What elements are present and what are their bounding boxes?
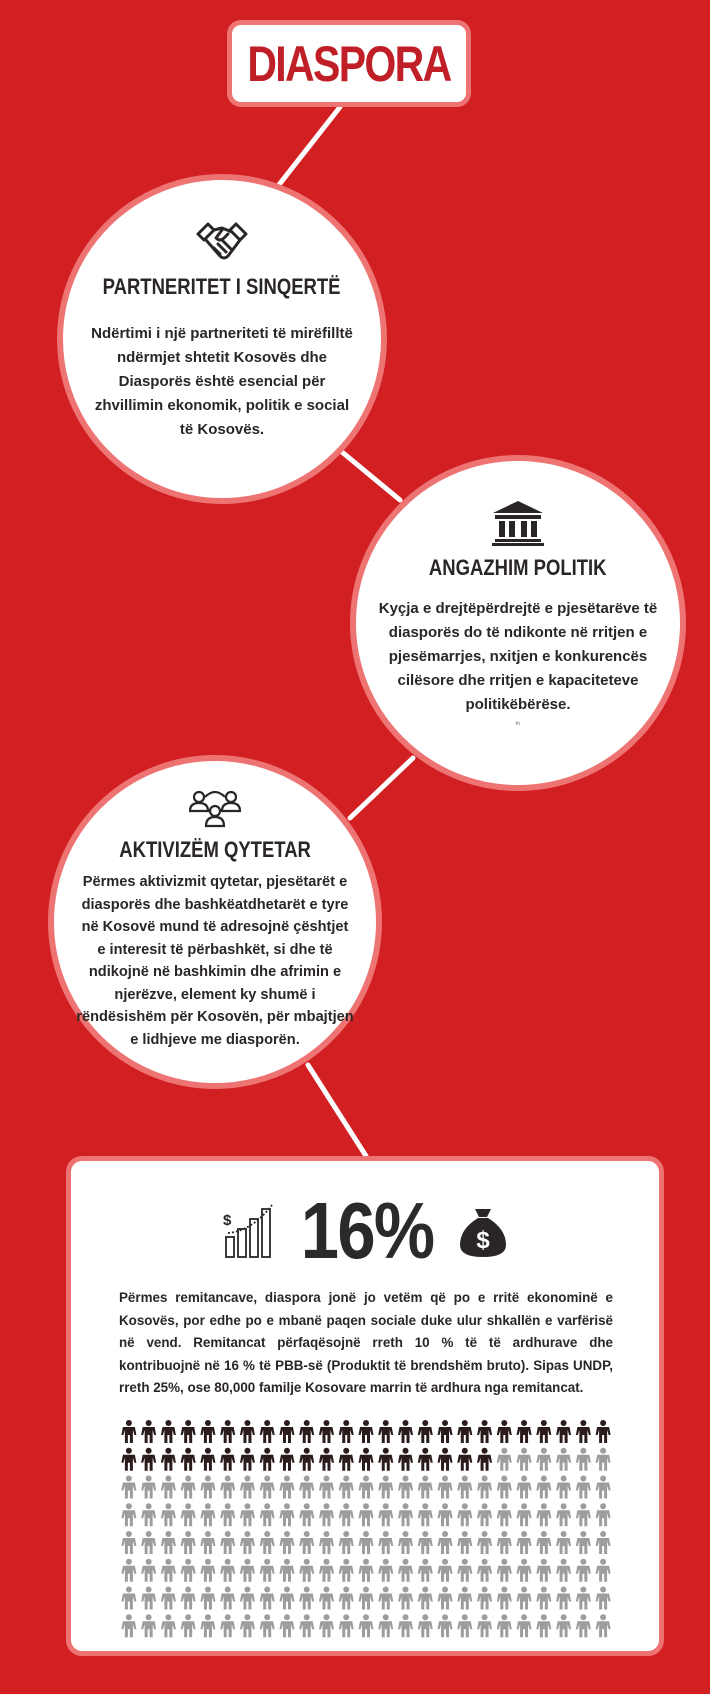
person-icon — [339, 1614, 354, 1637]
person-icon — [517, 1531, 532, 1554]
person-icon — [517, 1614, 532, 1637]
person-icon — [161, 1448, 176, 1471]
person-icon — [220, 1559, 235, 1582]
person-icon — [220, 1420, 235, 1443]
person-icon — [457, 1476, 472, 1499]
person-icon — [299, 1559, 314, 1582]
person-icon — [398, 1420, 413, 1443]
person-icon — [359, 1448, 374, 1471]
person-icon — [220, 1614, 235, 1637]
person-icon — [319, 1448, 334, 1471]
person-icon — [418, 1587, 433, 1610]
person-icon — [418, 1503, 433, 1526]
person-icon — [240, 1448, 255, 1471]
person-icon — [200, 1420, 215, 1443]
person-icon — [497, 1503, 512, 1526]
stat-row — [71, 1186, 659, 1275]
person-icon — [299, 1587, 314, 1610]
person-icon — [378, 1476, 393, 1499]
person-icon — [161, 1531, 176, 1554]
person-icon — [517, 1587, 532, 1610]
person-icon — [141, 1587, 156, 1610]
person-icon — [339, 1448, 354, 1471]
person-icon — [279, 1476, 294, 1499]
person-icon — [279, 1503, 294, 1526]
person-icon — [576, 1420, 591, 1443]
political-engagement-body: Kyçja e drejtëpërdrejtë e pjesëtarëve të diasporës do të ndikonte në rritjen e pjesëmarrjes, nxitjen e konkurencës cilësore dhe rritjen e kapaciteteve politikëbërëse. — [378, 600, 658, 713]
person-icon — [319, 1503, 334, 1526]
person-icon — [319, 1559, 334, 1582]
person-icon — [181, 1420, 196, 1443]
person-icon — [141, 1476, 156, 1499]
person-icon — [418, 1420, 433, 1443]
bar-chart-dollar-label: $ — [222, 1212, 232, 1229]
person-icon — [497, 1531, 512, 1554]
person-icon — [279, 1531, 294, 1554]
person-icon — [477, 1476, 492, 1499]
person-icon — [181, 1503, 196, 1526]
person-icon — [220, 1448, 235, 1471]
person-icon — [319, 1614, 334, 1637]
person-icon — [378, 1531, 393, 1554]
person-icon — [596, 1614, 611, 1637]
person-icon — [181, 1559, 196, 1582]
person-icon — [339, 1476, 354, 1499]
person-icon — [438, 1448, 453, 1471]
handshake-icon — [196, 220, 248, 266]
person-icon — [260, 1614, 275, 1637]
person-icon — [438, 1420, 453, 1443]
remittance-stat: 16% — [300, 1186, 434, 1275]
person-icon — [596, 1448, 611, 1471]
person-icon — [576, 1587, 591, 1610]
person-icon — [477, 1448, 492, 1471]
person-icon — [398, 1476, 413, 1499]
person-icon — [497, 1420, 512, 1443]
remittance-text: Përmes remitancave, diaspora jonë jo vetëm që po e rritë ekonominë e Kosovës, por edhe po e mbanë paqen sociale duke ulur shkallën e varfërisë në vend. Remitancat përfaqësojnë rreth 10 % të të ardhurave dhe kontribuojnë në 16 % të PBB-së (Produktit të brendshëm bruto). Sipas UNDP, rreth 25%, ose 80,000 familje Kosovare marrin të ardhura nga remitancat. — [119, 1290, 613, 1396]
person-icon — [299, 1420, 314, 1443]
person-icon — [260, 1476, 275, 1499]
political-engagement-circle — [350, 455, 686, 791]
person-icon — [220, 1503, 235, 1526]
person-icon — [457, 1559, 472, 1582]
people-network-icon — [189, 789, 241, 829]
person-icon — [359, 1587, 374, 1610]
person-icon — [240, 1420, 255, 1443]
person-icon — [121, 1559, 136, 1582]
person-icon — [576, 1614, 591, 1637]
person-icon — [477, 1420, 492, 1443]
person-icon — [398, 1559, 413, 1582]
civic-activism-body: Përmes aktivizmit qytetar, pjesëtarët e diasporës dhe bashkëatdhetarët e tyre në Kosovë mund të adresojnë çështjet e interesit të përbashkët, si dhe të ndikojnë në bashkimin dhe afrimin e njerëzve, element ky shumë i rëndësishëm për Kosovën, për mbajtjen e lidhjeve me diasporën. — [76, 874, 354, 1048]
person-icon — [438, 1476, 453, 1499]
person-icon — [596, 1531, 611, 1554]
person-icon — [141, 1531, 156, 1554]
person-icon — [299, 1448, 314, 1471]
person-icon — [220, 1476, 235, 1499]
person-icon — [260, 1559, 275, 1582]
person-icon — [359, 1476, 374, 1499]
person-icon — [556, 1559, 571, 1582]
person-icon — [576, 1531, 591, 1554]
person-icon — [536, 1531, 551, 1554]
person-icon — [279, 1448, 294, 1471]
person-icon — [517, 1420, 532, 1443]
person-icon — [576, 1476, 591, 1499]
person-icon — [319, 1587, 334, 1610]
person-icon — [240, 1587, 255, 1610]
person-icon — [398, 1531, 413, 1554]
person-icon — [497, 1448, 512, 1471]
person-icon — [141, 1448, 156, 1471]
person-icon — [260, 1420, 275, 1443]
person-icon — [438, 1614, 453, 1637]
person-icon — [181, 1531, 196, 1554]
person-icon — [556, 1503, 571, 1526]
person-icon — [279, 1559, 294, 1582]
person-icon — [497, 1614, 512, 1637]
person-icon — [260, 1587, 275, 1610]
person-icon — [181, 1587, 196, 1610]
person-icon — [517, 1559, 532, 1582]
person-icon — [457, 1614, 472, 1637]
person-icon — [418, 1531, 433, 1554]
person-icon — [596, 1476, 611, 1499]
person-icon — [121, 1448, 136, 1471]
person-icon — [181, 1448, 196, 1471]
person-icon — [161, 1420, 176, 1443]
person-icon — [418, 1448, 433, 1471]
person-icon — [576, 1559, 591, 1582]
person-icon — [536, 1559, 551, 1582]
person-icon — [517, 1448, 532, 1471]
person-icon — [279, 1614, 294, 1637]
person-icon — [477, 1587, 492, 1610]
person-icon — [536, 1448, 551, 1471]
person-icon — [536, 1614, 551, 1637]
person-icon — [200, 1559, 215, 1582]
bar-chart-dollar-icon — [222, 1203, 276, 1259]
person-icon — [438, 1559, 453, 1582]
person-icon — [596, 1559, 611, 1582]
person-icon — [596, 1420, 611, 1443]
person-icon — [299, 1531, 314, 1554]
person-icon — [359, 1559, 374, 1582]
person-icon — [339, 1587, 354, 1610]
person-icon — [141, 1614, 156, 1637]
person-icon — [378, 1587, 393, 1610]
person-icon — [517, 1476, 532, 1499]
person-icon — [121, 1503, 136, 1526]
money-bag-label: $ — [476, 1227, 490, 1254]
person-icon — [517, 1503, 532, 1526]
person-icon — [556, 1614, 571, 1637]
person-icon — [596, 1587, 611, 1610]
person-icon — [339, 1503, 354, 1526]
person-icon — [339, 1559, 354, 1582]
person-icon — [536, 1587, 551, 1610]
person-icon — [339, 1531, 354, 1554]
person-icon — [477, 1503, 492, 1526]
person-icon — [398, 1448, 413, 1471]
person-icon — [418, 1614, 433, 1637]
person-icon — [161, 1587, 176, 1610]
person-icon — [121, 1614, 136, 1637]
person-icon — [556, 1420, 571, 1443]
money-bag-icon — [458, 1203, 508, 1259]
person-icon — [121, 1420, 136, 1443]
person-icon — [438, 1531, 453, 1554]
person-icon — [141, 1420, 156, 1443]
person-icon — [378, 1614, 393, 1637]
title-banner — [227, 20, 471, 107]
person-icon — [141, 1503, 156, 1526]
person-icon — [240, 1559, 255, 1582]
person-icon — [477, 1559, 492, 1582]
person-icon — [161, 1476, 176, 1499]
person-icon — [359, 1503, 374, 1526]
person-icon — [536, 1476, 551, 1499]
person-icon — [161, 1559, 176, 1582]
person-icon — [200, 1503, 215, 1526]
person-icon — [418, 1476, 433, 1499]
civic-activism-circle — [48, 755, 382, 1089]
person-icon — [319, 1420, 334, 1443]
person-icon — [457, 1531, 472, 1554]
person-icon — [121, 1587, 136, 1610]
person-icon — [457, 1448, 472, 1471]
person-icon — [596, 1503, 611, 1526]
person-icon — [378, 1559, 393, 1582]
person-icon — [200, 1476, 215, 1499]
person-icon — [576, 1503, 591, 1526]
person-icon — [200, 1448, 215, 1471]
person-icon — [497, 1476, 512, 1499]
person-icon — [220, 1531, 235, 1554]
person-icon — [319, 1531, 334, 1554]
person-icon — [477, 1531, 492, 1554]
government-building-icon — [491, 499, 545, 547]
person-icon — [279, 1587, 294, 1610]
person-icon — [359, 1614, 374, 1637]
person-icon — [200, 1531, 215, 1554]
person-icon — [161, 1503, 176, 1526]
person-icon — [240, 1614, 255, 1637]
person-icon — [418, 1559, 433, 1582]
person-icon — [556, 1531, 571, 1554]
footnote-mark: fn — [515, 721, 521, 727]
page-title: DIASPORA — [247, 35, 451, 92]
person-icon — [260, 1531, 275, 1554]
person-icon — [556, 1587, 571, 1610]
person-icon — [240, 1476, 255, 1499]
person-icon — [299, 1476, 314, 1499]
person-icon — [398, 1587, 413, 1610]
person-icon — [161, 1614, 176, 1637]
person-icon — [477, 1614, 492, 1637]
person-icon — [339, 1420, 354, 1443]
person-icon — [536, 1420, 551, 1443]
person-icon — [457, 1420, 472, 1443]
person-icon — [378, 1503, 393, 1526]
person-icon — [359, 1531, 374, 1554]
partnership-title: PARTNERITET I SINQERTË — [103, 274, 341, 299]
person-icon — [576, 1448, 591, 1471]
person-icon — [240, 1503, 255, 1526]
person-icon — [141, 1559, 156, 1582]
person-icon — [556, 1448, 571, 1471]
person-icon — [181, 1476, 196, 1499]
person-icon — [438, 1503, 453, 1526]
person-icon — [398, 1614, 413, 1637]
person-icon — [260, 1448, 275, 1471]
political-engagement-title: ANGAZHIM POLITIK — [429, 555, 607, 580]
people-grid-svg — [119, 1418, 613, 1640]
person-icon — [457, 1503, 472, 1526]
remittance-panel — [66, 1156, 664, 1656]
person-icon — [556, 1476, 571, 1499]
person-icon — [398, 1503, 413, 1526]
person-icon — [497, 1559, 512, 1582]
person-icon — [299, 1503, 314, 1526]
person-icon — [497, 1587, 512, 1610]
person-icon — [181, 1614, 196, 1637]
person-icon — [260, 1503, 275, 1526]
person-icon — [536, 1503, 551, 1526]
person-icon — [121, 1476, 136, 1499]
person-icon — [378, 1420, 393, 1443]
person-icon — [200, 1614, 215, 1637]
person-icon — [200, 1587, 215, 1610]
person-icon — [220, 1587, 235, 1610]
civic-activism-title: AKTIVIZËM QYTETAR — [119, 837, 311, 862]
person-icon — [299, 1614, 314, 1637]
person-icon — [319, 1476, 334, 1499]
person-icon — [438, 1587, 453, 1610]
person-icon — [378, 1448, 393, 1471]
person-icon — [359, 1420, 374, 1443]
person-icon — [240, 1531, 255, 1554]
people-grid — [119, 1418, 613, 1640]
person-icon — [457, 1587, 472, 1610]
partnership-body: Ndërtimi i një partneriteti të mirëfilltë ndërmjet shtetit Kosovës dhe Diasporës është esencial për zhvillimin ekonomik, politik e social të Kosovës. — [91, 325, 353, 438]
partnership-circle — [57, 174, 387, 504]
person-icon — [279, 1420, 294, 1443]
person-icon — [121, 1531, 136, 1554]
